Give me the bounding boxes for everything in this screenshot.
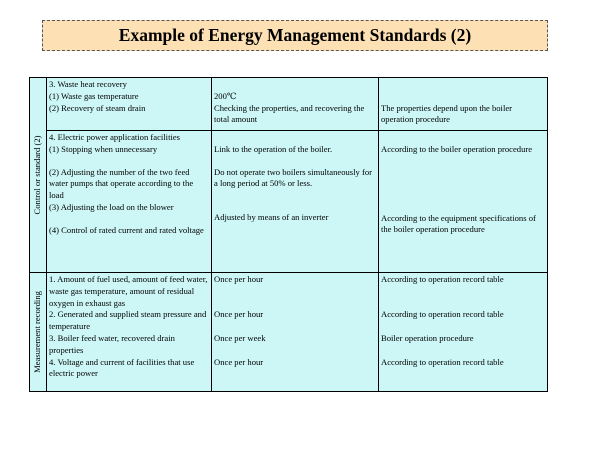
electric-item-1-standard: Link to the operation of the boiler. [214,143,333,154]
title-banner [42,20,548,51]
measurement-frequency-3: Once per week [214,332,266,343]
waste-heat-heading: 3. Waste heat recovery [49,79,127,89]
standards-table [29,77,548,392]
electric-item-4: (4) Control of rated current and rated voltage [49,224,204,235]
table-row-electric-power [30,131,548,273]
waste-gas-temperature: (1) Waste gas temperature [49,90,139,101]
measurement-frequency-4: Once per hour [214,356,264,367]
measurement-item-2: 2. Generated and supplied steam pressure and temperature [49,309,207,332]
steam-drain-recovery: (2) Recovery of steam drain [49,102,146,113]
electric-item-2-standard: Do not operate two boilers simultaneously for a long period at 50% or less. [214,166,372,189]
waste-heat-standard-cell [212,78,379,131]
electric-item-1-note: According to the boiler operation procedure [381,143,533,154]
electric-note-cell [379,131,548,273]
steam-drain-standard: Checking the properties, and recovering the total amount [214,102,365,125]
measurement-note-4: According to operation record table [381,356,504,367]
measurement-label-cell [30,273,47,392]
waste-heat-note-cell [379,78,548,131]
electric-item-4-note: According to the equipment specifications of the boiler operation procedure [381,212,536,235]
measurement-frequency-2: Once per hour [214,309,264,320]
electric-item-cell [47,131,212,273]
table-row-waste-heat [30,78,548,131]
measurement-note-1: According to operation record table [381,274,504,284]
electric-item-2: (2) Adjusting the number of the two feed water pumps that operate according to the load [49,166,194,201]
measurement-item-3: 3. Boiler feed water, recovered drain properties [49,332,175,355]
measurement-frequency-1: Once per hour [214,274,264,284]
waste-gas-standard: 200℃ [214,90,237,101]
measurement-label: Measurement recording [32,291,43,373]
electric-standard-cell [212,131,379,273]
electric-item-1: (1) Stopping when unnecessary [49,143,158,154]
measurement-item-cell [47,273,212,392]
measurement-item-4: 4. Voltage and current of facilities that use electric power [49,356,195,379]
waste-heat-note: The properties depend upon the boiler operation procedure [381,102,513,125]
electric-item-3: (3) Adjusting the load on the blower [49,201,174,212]
control-label: Control or standard (2) [32,135,43,215]
waste-heat-item-cell [47,78,212,131]
measurement-note-3: Boiler operation procedure [381,332,474,343]
table-row-measurement [30,273,548,392]
measurement-item-1: 1. Amount of fuel used, amount of feed water, waste gas temperature, amount of residual oxygen in exhaust gas [49,274,208,308]
measurement-note-cell [379,273,548,392]
control-label-cell [30,78,47,273]
electric-heading: 4. Electric power application facilities [49,132,181,142]
measurement-note-2: According to operation record table [381,309,504,320]
measurement-frequency-cell [212,273,379,392]
electric-item-4-standard: Adjusted by means of an inverter [214,212,329,223]
page-title: Example of Energy Management Standards (2) [118,25,472,45]
